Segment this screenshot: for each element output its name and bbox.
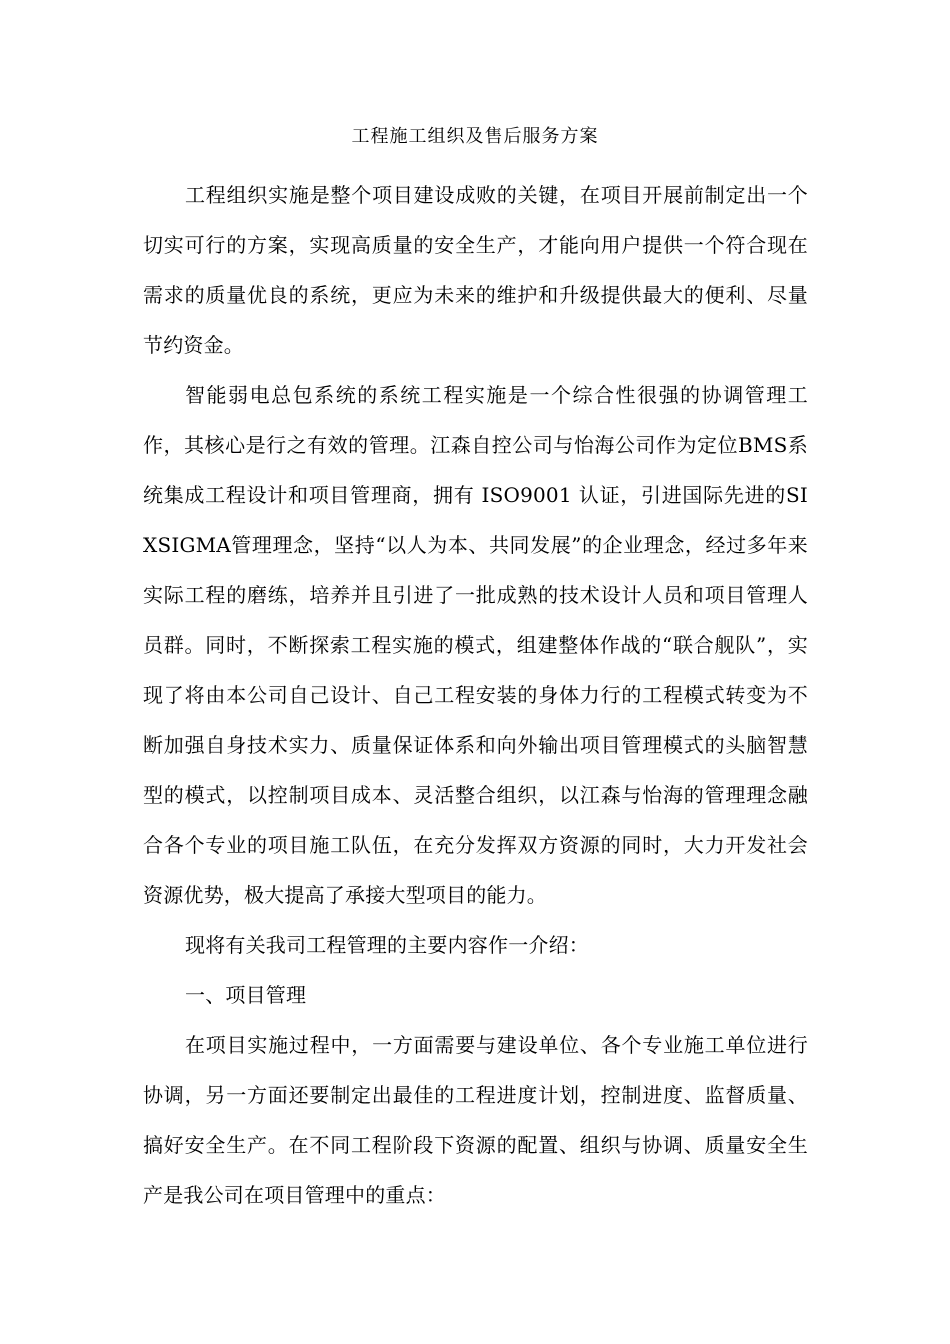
document-body: [143, 170, 808, 1220]
paragraph-overview: 现将有关我司工程管理的主要内容作一介绍：: [185, 933, 589, 957]
paragraph-company: 智能弱电总包系统的系统工程实施是一个综合性很强的协调管理工作，其核心是行之有效的管理。江森自控公司与怡海公司作为定位BMS系统集成工程设计和项目管理商，拥有 ISO9001 认证，引进国际先进的SIXSIGMA管理理念，坚持“以人为本、共同发展”的企业理念，经过多年来实际工程的磨练，培养并且引进了一批成熟的技术设计人员和项目管理人员群。同时，不断探索工程实施的模式，组建整体作战的“联合舰队”，实现了将由本公司自己设计、自己工程安装的身体力行的工程模式转变为不断加强自身技术实力、质量保证体系和向外输出项目管理模式的头脑智慧型的模式，以控制项目成本、灵活整合组织，以江森与怡海的管理理念融合各个专业的项目施工队伍，在充分发挥双方资源的同时，大力开发社会资源优势，极大提高了承接大型项目的能力。: [143, 383, 808, 907]
paragraph-intro: 工程组织实施是整个项目建设成败的关键，在项目开展前制定出一个切实可行的方案，实现高质量的安全生产，才能向用户提供一个符合现在需求的质量优良的系统，更应为未来的维护和升级提供最大的便利、尽量节约资金。: [143, 183, 808, 357]
paragraph-project-management: 在项目实施过程中，一方面需要与建设单位、各个专业施工单位进行协调，另一方面还要制定出最佳的工程进度计划，控制进度、监督质量、搞好安全生产。在不同工程阶段下资源的配置、组织与协调、质量安全生产是我公司在项目管理中的重点：: [143, 1033, 808, 1207]
document-title: 工程施工组织及售后服务方案: [351, 126, 599, 147]
section-heading-project-management: 一、项目管理: [185, 983, 307, 1007]
